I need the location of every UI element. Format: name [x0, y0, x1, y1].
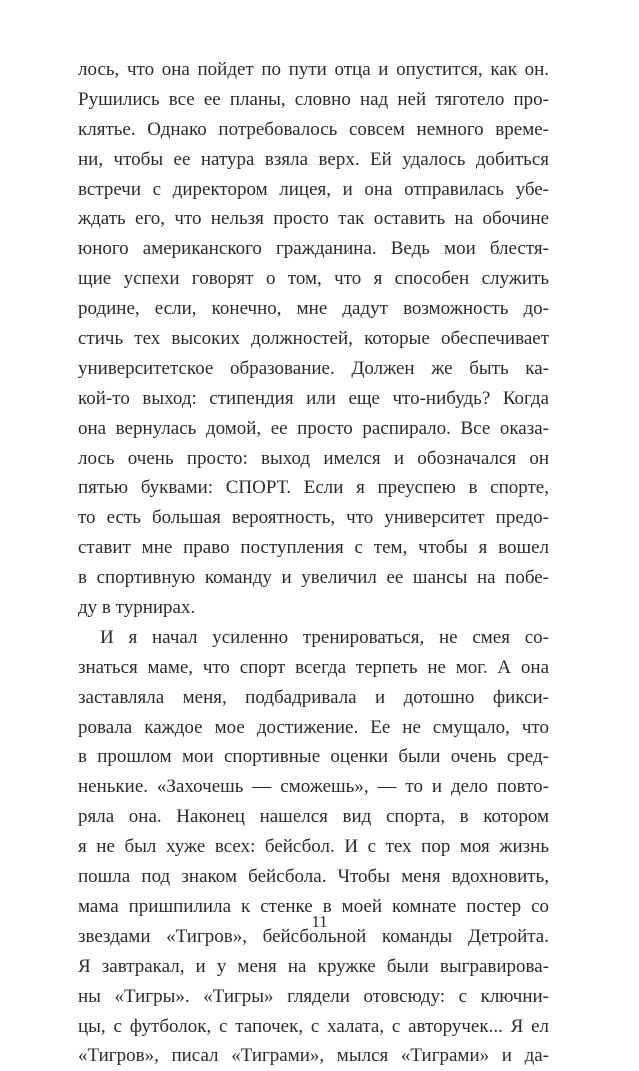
text-line: ровала каждое мое достижение. Ее не смущало, что: [78, 716, 549, 738]
text-line: щие успехи говорят о том, что я способен служить: [78, 268, 549, 290]
text-line: лось, что она пойдет по пути отца и опустится, как он.: [78, 59, 549, 80]
text-line: «Тигров», писал «Тиграми», мылся «Тиграми» и да-: [78, 1045, 549, 1067]
text-line: лось очень просто: выход имелся и обозначался он: [78, 447, 549, 469]
text-line: она вернулась домой, ее просто распирало. Все оказа-: [78, 417, 549, 439]
text-line: родине, если, конечно, мне дадут возможность до-: [78, 298, 549, 320]
text-line: то есть большая вероятность, что университет предо-: [78, 507, 549, 529]
text-line: заставляла меня, подбадривала и дотошно фикси-: [78, 686, 549, 708]
text-line: мама пришпилила к стенке в моей комнате постер со: [78, 895, 549, 917]
page-number: 11: [311, 912, 328, 931]
text-line: ждать его, что нельзя просто так оставить на обочине: [78, 208, 549, 230]
text-line: ненькие. «Захочешь — сможешь», — то и дело повто-: [78, 776, 549, 798]
text-line: Рушились все ее планы, словно над ней тяготело про-: [78, 88, 549, 110]
paragraph: [78, 55, 549, 623]
text-line: пятью буквами: СПОРТ. Если я преуспею в спорте,: [78, 477, 549, 499]
text-line: звездами «Тигров», бейсбольной команды Детройта.: [78, 925, 549, 947]
text-line: И я начал усиленно тренироваться, не смея со-: [100, 626, 549, 648]
text-line: цы, с футболок, с тапочек, с халата, с авторучек... Я ел: [78, 1015, 549, 1037]
text-line: в прошлом мои спортивные оценки были очень сред-: [78, 746, 549, 768]
text-line: ставит мне право поступления с тем, чтобы я вошел: [78, 537, 549, 559]
text-line: стичь тех высоких должностей, которые обеспечивает: [78, 328, 549, 350]
text-line: университетское образование. Должен же быть ка-: [78, 357, 549, 379]
text-line: я не был хуже всех: бейсбол. И с тех пор моя жизнь: [78, 836, 549, 858]
text-line: ряла она. Наконец нашелся вид спорта, в котором: [78, 806, 549, 828]
paragraph: [78, 623, 549, 1071]
text-line: ны «Тигры». «Тигры» глядели отовсюду: с ключни-: [78, 985, 549, 1007]
text-line: кой-то выход: стипендия или еще что-нибудь? Когда: [78, 387, 549, 409]
text-line: в спортивную команду и увеличил ее шансы на побе-: [78, 567, 549, 589]
text-line: клятье. Однако потребовалось совсем немного време-: [78, 118, 549, 140]
text-line: юного американского гражданина. Ведь мои блестя-: [78, 238, 549, 260]
text-line: знаться маме, что спорт всегда терпеть не мог. А она: [78, 656, 549, 678]
text-line: ду в турнирах.: [78, 597, 196, 619]
text-line: пошла под знаком бейсбола. Чтобы меня вдохновить,: [78, 866, 549, 888]
text-line: ни, чтобы ее натура взяла верх. Ей удалось добиться: [78, 148, 549, 170]
text-line: встречи с директором лицея, и она отправилась убе-: [78, 178, 549, 200]
text-line: Я завтракал, и у меня на кружке были выгравирова-: [78, 955, 549, 977]
